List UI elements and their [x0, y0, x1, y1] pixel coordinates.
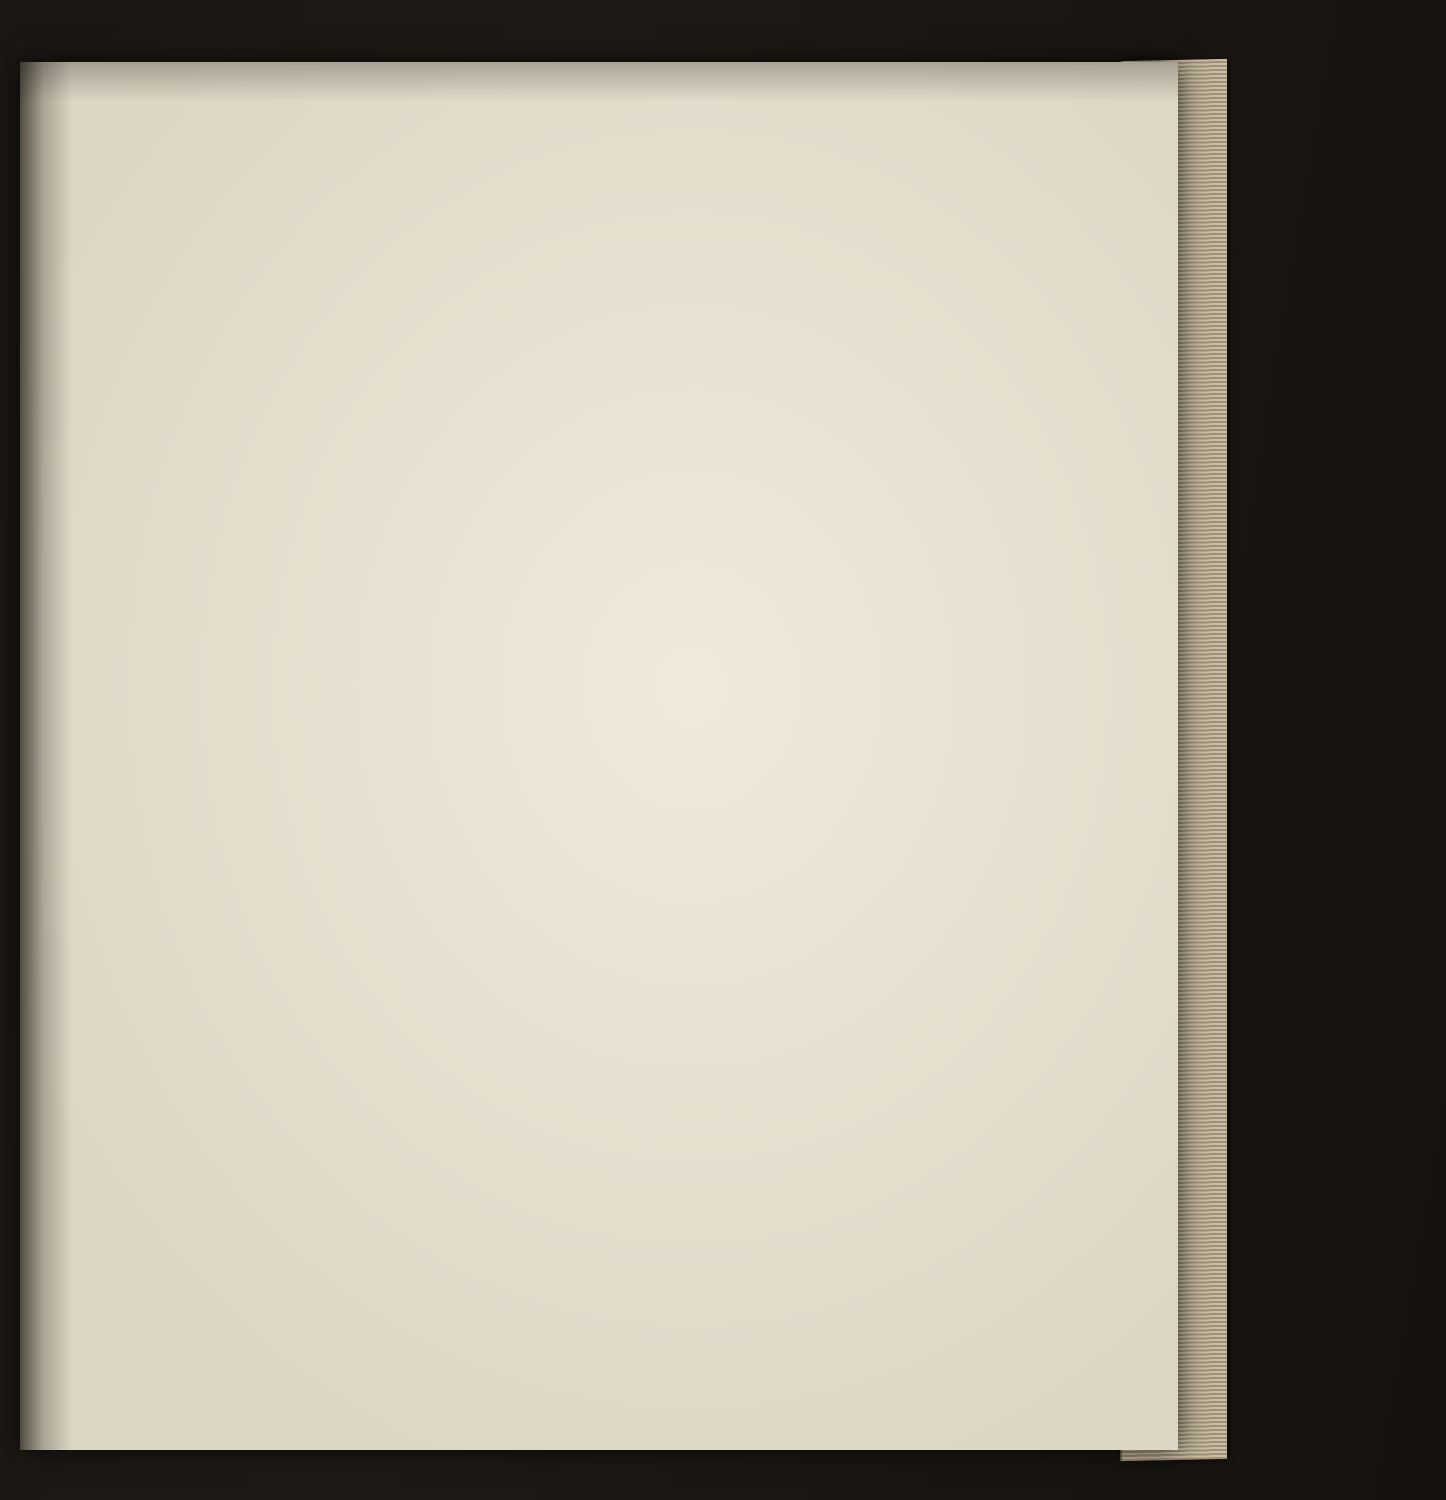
- timetable-page: [20, 62, 1178, 1450]
- page-content: [20, 62, 1178, 1450]
- page-top-shadow: [20, 62, 1178, 102]
